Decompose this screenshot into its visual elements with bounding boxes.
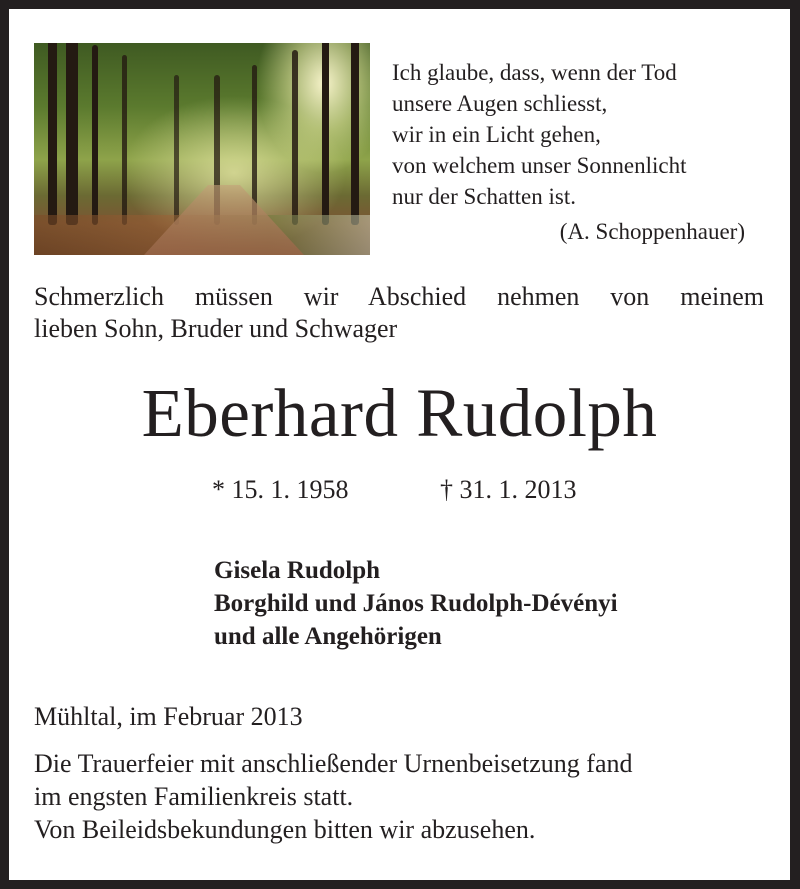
notice-line: Die Trauerfeier mit anschließender Urnenbeisetzung fand (34, 749, 633, 778)
forest-photo (34, 43, 370, 255)
quote-line: Ich glaube, dass, wenn der Tod (392, 60, 677, 85)
tree-trunk (174, 75, 179, 225)
mourner: und alle Angehörigen (214, 623, 442, 650)
quote-line: von welchem unser Sonnenlicht (392, 153, 687, 178)
quote-line: unsere Augen schliesst, (392, 91, 608, 116)
mourners-list (214, 554, 618, 653)
notice-line: im engsten Familienkreis statt. (34, 782, 354, 811)
deceased-name: Eberhard Rudolph (141, 375, 658, 451)
tree-trunk (322, 43, 329, 225)
obituary-notice (9, 9, 790, 880)
tree-trunk (351, 43, 359, 225)
tree-trunk (122, 55, 127, 225)
tree-trunk (66, 43, 78, 225)
quote-author: (A. Schoppenhauer) (559, 219, 745, 244)
mourner: Borghild und János Rudolph-Dévényi (214, 590, 618, 617)
intro-text (34, 281, 764, 345)
tree-trunk (48, 43, 57, 225)
notice-line: Von Beileidsbekundungen bitten wir abzusehen. (34, 815, 536, 844)
quote-line: wir in ein Licht gehen, (392, 122, 601, 147)
funeral-notice (34, 747, 633, 846)
birth-date: * 15. 1. 1958 (212, 475, 349, 504)
tree-trunk (292, 50, 298, 225)
intro-line: Schmerzlich müssen wir Abschied nehmen von meinem (34, 282, 764, 311)
quote-line: nur der Schatten ist. (392, 184, 576, 209)
intro-line: lieben Sohn, Bruder und Schwager (34, 314, 398, 343)
place-and-date: Mühltal, im Februar 2013 (34, 702, 303, 731)
mourner: Gisela Rudolph (214, 557, 381, 584)
tree-trunk (92, 45, 98, 225)
quote-block (392, 57, 772, 247)
death-date: † 31. 1. 2013 (440, 475, 577, 504)
